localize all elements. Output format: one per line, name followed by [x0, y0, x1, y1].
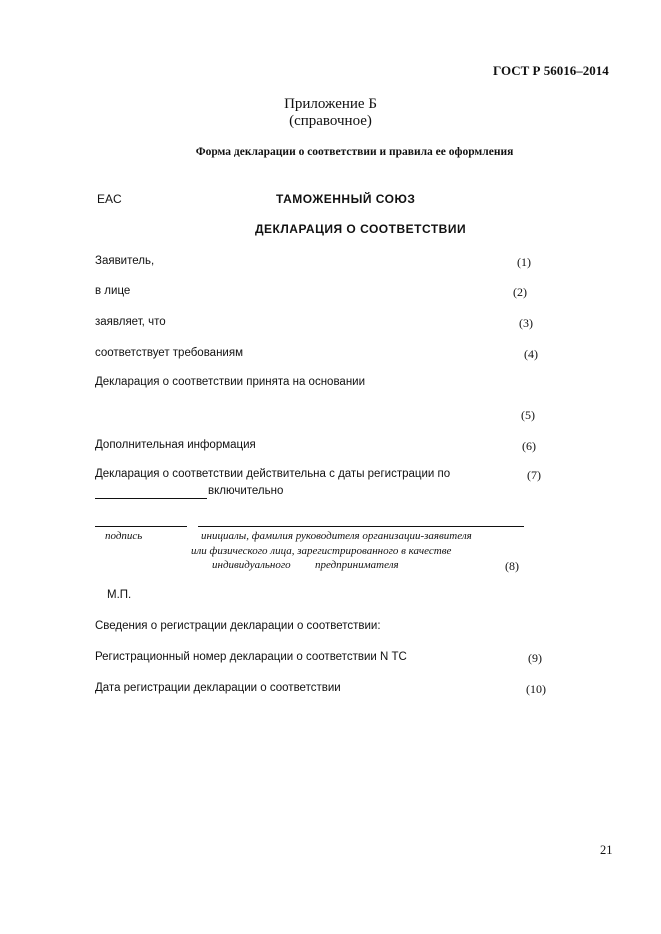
additional-info-label: Дополнительная информация	[95, 439, 256, 451]
eac-mark: EAC	[97, 192, 122, 206]
validity-label: Декларация о соответствии действительна с даты регистрации по	[95, 468, 451, 480]
name-line	[198, 526, 524, 527]
name-caption-line-2: или физического лица, зарегистрированного в качестве	[191, 545, 452, 557]
field-number-2: (2)	[513, 285, 527, 299]
field-number-4: (4)	[524, 347, 538, 361]
signature-line	[95, 526, 187, 527]
basis-label: Декларация о соответствии принята на основании	[95, 376, 366, 388]
field-number-6: (6)	[522, 439, 536, 453]
name-caption-line-3b: предпринимателя	[315, 559, 399, 571]
registration-number-label: Регистрационный номер декларации о соответствии N ТС	[95, 651, 407, 663]
appendix-subtitle: (справочное)	[289, 113, 372, 129]
form-title: Форма декларации о соответствии и правила ее оформления	[195, 146, 514, 158]
validity-date-line	[95, 498, 207, 499]
page-number: 21	[600, 843, 613, 857]
field-number-10: (10)	[526, 682, 546, 696]
registration-title: Сведения о регистрации декларации о соответствии:	[95, 620, 381, 632]
field-number-8: (8)	[505, 559, 519, 573]
field-number-9: (9)	[528, 651, 542, 665]
document-code: ГОСТ Р 56016–2014	[493, 63, 609, 78]
inclusive-label: включительно	[208, 485, 284, 497]
applicant-label: Заявитель,	[95, 255, 155, 267]
declares-label: заявляет, что	[95, 316, 166, 328]
represented-by-label: в лице	[95, 285, 131, 297]
field-number-5: (5)	[521, 408, 535, 422]
field-number-3: (3)	[519, 316, 533, 330]
stamp-place: М.П.	[107, 589, 132, 601]
name-caption-line-1: инициалы, фамилия руководителя организации-заявителя	[201, 530, 472, 542]
declaration-heading: ДЕКЛАРАЦИЯ О СООТВЕТСТВИИ	[255, 222, 467, 236]
name-caption-line-3a: индивидуального	[212, 559, 291, 571]
field-number-7: (7)	[527, 468, 541, 482]
customs-union-title: ТАМОЖЕННЫЙ СОЮЗ	[276, 192, 416, 206]
signature-caption: подпись	[105, 530, 143, 542]
field-number-1: (1)	[517, 255, 531, 269]
appendix-title: Приложение Б	[284, 96, 377, 112]
registration-date-label: Дата регистрации декларации о соответствии	[95, 682, 341, 694]
requirements-label: соответствует требованиям	[95, 347, 243, 359]
